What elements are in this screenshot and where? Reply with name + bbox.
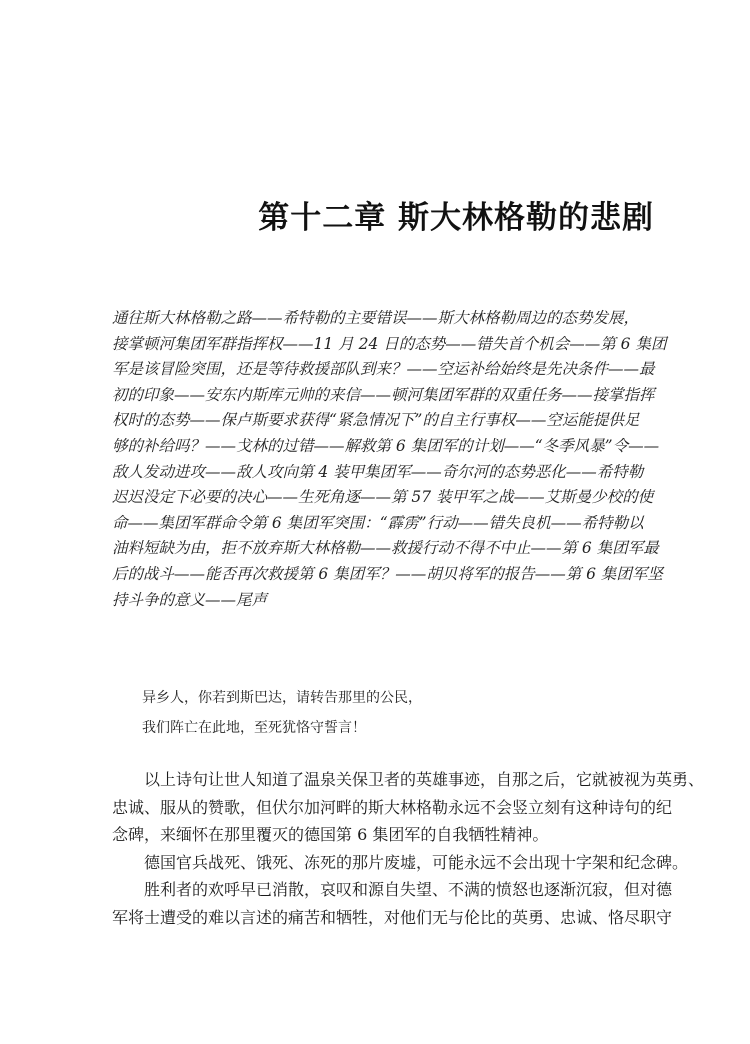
summary-line: 敌人发动进攻——敌人攻向第 4 装甲集团军——奇尔河的态势恶化——希特勒: [112, 462, 644, 481]
paragraph-line: 念碑，来缅怀在那里覆灭的德国第 6 集团军的自我牺牲精神。: [112, 825, 549, 845]
summary-line: 后的战斗——能否再次救援第 6 集团军？——胡贝将军的报告——第 6 集团军坚: [112, 564, 663, 583]
summary-line: 初的印象——安东内斯库元帅的来信——顿河集团军群的双重任务——接掌指挥: [112, 385, 655, 404]
paragraph-line: 以上诗句让世人知道了温泉关保卫者的英雄事迹，自那之后，它就被视为英勇、: [144, 770, 705, 789]
summary-line: 够的补给吗？——戈林的过错——解救第 6 集团军的计划——“冬季风暴”令——: [112, 436, 660, 455]
chapter-title: 第十二章 斯大林格勒的悲剧: [258, 200, 654, 236]
summary-line: 军是该冒险突围，还是等待救援部队到来？——空运补给始终是先决条件——最: [112, 360, 655, 379]
summary-line: 通往斯大林格勒之路——希特勒的主要错误——斯大林格勒周边的态势发展，: [112, 309, 640, 327]
chapter-summary: [112, 306, 667, 613]
summary-line: 权时的态势——保卢斯要求获得“紧急情况下”的自主行事权——空运能提供足: [112, 411, 640, 430]
summary-line: 命——集团军群命令第 6 集团军突围：“霹雳”行动——错失良机——希特勒以: [112, 513, 644, 532]
paragraph-line: 胜利者的欢呼早已消散，哀叹和源自失望、不满的愤怒也逐渐沉寂，但对德: [144, 880, 673, 900]
summary-line: 持斗争的意义——尾声: [112, 590, 268, 609]
paragraph-line: 忠诚、服从的赞歌，但伏尔加河畔的斯大林格勒永远不会竖立刻有这种诗句的纪: [112, 797, 673, 817]
epigraph: [142, 683, 622, 743]
paragraph-line: 德国官兵战死、饿死、冻死的那片废墟，可能永远不会出现十字架和纪念碑。: [144, 852, 689, 872]
summary-line: 接掌顿河集团军群指挥权——11 月 24 日的态势——错失首个机会——第 6 集团: [112, 334, 667, 353]
summary-line: 迟迟没定下必要的决心——生死角逐——第 57 装甲军之战——艾斯曼少校的使: [112, 488, 654, 507]
summary-line: 油料短缺为由，拒不放弃斯大林格勒——救援行动不得不中止——第 6 集团军最: [112, 539, 659, 558]
epigraph-line: 我们阵亡在此地，至死犹恪守誓言！: [142, 720, 366, 736]
epigraph-line: 异乡人，你若到斯巴达，请转告那里的公民，: [142, 690, 422, 706]
body-text: [112, 766, 705, 932]
paragraph-line: 军将士遭受的难以言述的痛苦和牺牲，对他们无与伦比的英勇、忠诚、恪尽职守: [112, 907, 673, 927]
